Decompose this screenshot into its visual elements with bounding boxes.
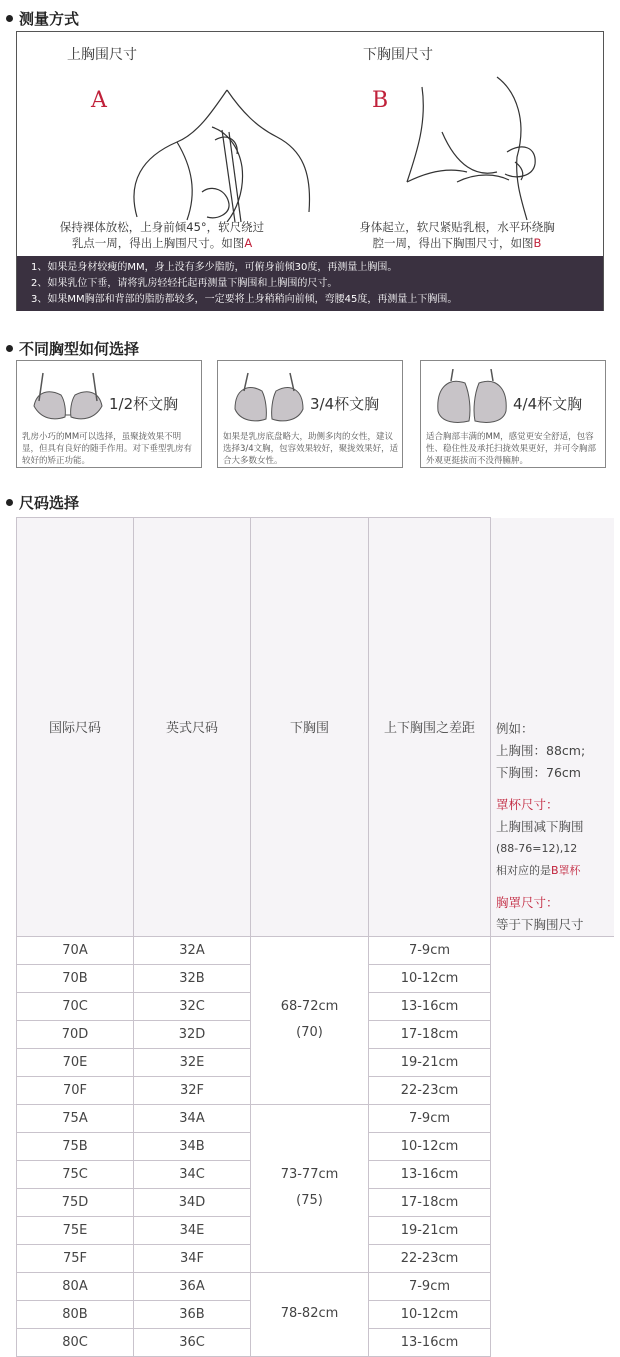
cell-intl-size: 80C [17,1328,134,1356]
panel-b-caption-line [347,235,567,251]
under-bust-illustration-icon [397,72,567,222]
header-underbust: 下胸围 [251,518,369,937]
cell-intl-size: 75A [17,1104,134,1132]
note-item: 2、如果乳位下垂，请将乳房轻轻托起再测量下胸围和上胸围的尺寸。 [31,278,338,289]
example-note-cell [491,518,615,937]
panel-a-letter: A [91,88,107,113]
cup-label: 4/4杯文胸 [513,395,583,413]
bullet-icon [6,15,13,22]
note-lower: 下胸围：76cm [496,764,581,780]
panel-a-title: 上胸围尺寸 [67,47,137,63]
cell-intl-size: 70E [17,1048,134,1076]
note-cup-line [496,860,614,882]
cell-diff: 13-16cm [369,1328,491,1356]
cell-uk-size: 32F [134,1076,251,1104]
section-title-text: 尺码选择 [19,494,80,512]
header-intl: 国际尺码 [17,518,134,937]
bullet-icon [6,499,13,506]
table-row [17,1272,615,1300]
cell-diff: 10-12cm [369,964,491,992]
note-cup-highlight: B罩杯 [551,863,581,877]
upper-bust-illustration-icon [117,72,317,222]
measure-box [16,31,604,311]
cup-label: 3/4杯文胸 [310,395,380,413]
note-cup-title: 罩杯尺寸： [496,796,559,812]
header-uk: 英式尺码 [134,518,251,937]
cell-uk-size: 34C [134,1160,251,1188]
section-title-size [6,492,79,513]
section-title-choose [6,338,139,359]
cell-uk-size: 34A [134,1104,251,1132]
cup-card-full [420,360,606,468]
cell-uk-size: 32A [134,936,251,964]
note-item: 1、如果是身材较瘦的MM，身上没有多少脂肪，可俯身前倾30度，再测量上胸围。 [31,262,398,273]
note-cup-text: 相对应的是 [496,863,551,877]
cell-intl-size: 75F [17,1244,134,1272]
cell-uk-size: 32B [134,964,251,992]
panel-a-caption [47,219,277,251]
underbust-center-text: (70) [296,1025,323,1040]
cup-label: 1/2杯文胸 [109,395,179,413]
cup-card-half [16,360,202,468]
panel-b-caption-line: 身体起立，软尺紧贴乳根，水平环绕胸 [359,220,555,234]
cup-desc: 适合胸部丰满的MM，感觉更安全舒适，包容性、稳住性及承托扫拢效果更好，并可令胸部外观更挺拔而不没得臃肿。 [426,432,597,466]
section-title-text: 不同胸型如何选择 [19,340,140,358]
cell-intl-size: 70F [17,1076,134,1104]
section-title-measure [6,8,79,29]
cell-intl-size: 75C [17,1160,134,1188]
panel-a-caption-text: 乳点一周，得出上胸围尺寸。如图 [71,236,245,250]
underbust-range-text: 73-77cm [280,1167,339,1182]
panel-b-caption [347,219,567,251]
underbust-range-text: 68-72cm [280,999,339,1014]
size-table [16,517,614,1357]
cell-diff: 13-16cm [369,1160,491,1188]
panel-b-caption-ref: B [533,236,542,250]
cup-card-three-quarter [217,360,403,468]
note-cup-line: (88-76=12),12 [496,841,578,855]
cell-diff: 19-21cm [369,1216,491,1244]
cell-intl-size: 70D [17,1020,134,1048]
cell-uk-size: 34B [134,1132,251,1160]
table-row [17,1104,615,1132]
table-header-row [17,518,615,937]
cell-intl-size: 70C [17,992,134,1020]
cell-diff: 10-12cm [369,1300,491,1328]
cell-uk-size: 36B [134,1300,251,1328]
cell-intl-size: 75B [17,1132,134,1160]
cell-diff: 17-18cm [369,1020,491,1048]
panel-a-caption-ref: A [244,236,253,250]
cell-uk-size: 34D [134,1188,251,1216]
cell-diff: 13-16cm [369,992,491,1020]
cell-underbust-range [251,1272,369,1356]
panel-a-caption-line [47,235,277,251]
cell-uk-size: 36C [134,1328,251,1356]
panel-b-caption-text: 腔一周，得出下胸围尺寸，如图 [372,236,534,250]
cell-diff: 19-21cm [369,1048,491,1076]
note-cup-line: 上胸围减下胸围 [496,818,584,834]
cell-underbust-range [251,936,369,1104]
measure-notes [17,256,603,311]
cell-diff: 7-9cm [369,936,491,964]
cell-intl-size: 75D [17,1188,134,1216]
cell-diff: 7-9cm [369,1272,491,1300]
cell-diff: 10-12cm [369,1132,491,1160]
panel-b-letter: B [372,88,389,113]
cell-uk-size: 32C [134,992,251,1020]
cell-intl-size: 70B [17,964,134,992]
panel-b-title: 下胸围尺寸 [363,47,433,63]
cup-desc: 如果是乳房底盘略大，助侧多肉的女性，建议选择3/4文胸，包容效果较好，聚拢效果好，适合大多数女性。 [223,432,399,466]
cell-uk-size: 34F [134,1244,251,1272]
cell-uk-size: 36A [134,1272,251,1300]
bullet-icon [6,345,13,352]
note-example: 例如： [496,720,534,736]
cell-diff: 22-23cm [369,1244,491,1272]
cell-intl-size: 80A [17,1272,134,1300]
header-diff: 上下胸围之差距 [369,518,491,937]
underbust-range-text: 78-82cm [280,1306,339,1321]
cell-uk-size: 32E [134,1048,251,1076]
cell-diff: 22-23cm [369,1076,491,1104]
cell-uk-size: 32D [134,1020,251,1048]
cup-desc: 乳房小巧的MM可以选择，虽聚拢效果不明显，但具有良好的随手作用。对下垂型乳房有较好的矫正功能。 [22,432,193,466]
section-title-text: 测量方式 [19,10,80,28]
cell-intl-size: 70A [17,936,134,964]
panel-a-caption-line: 保持裸体放松，上身前倾45°，软尺绕过 [59,220,265,234]
underbust-center-text: (75) [296,1193,323,1208]
cell-intl-size: 80B [17,1300,134,1328]
half-cup-bra-icon [29,371,107,423]
note-band-line: 等于下胸围尺寸 [496,916,584,932]
cell-intl-size: 75E [17,1216,134,1244]
cell-uk-size: 34E [134,1216,251,1244]
cell-diff: 7-9cm [369,1104,491,1132]
note-band-title: 胸罩尺寸： [496,894,559,910]
cell-diff: 17-18cm [369,1188,491,1216]
three-quarter-cup-bra-icon [230,371,308,423]
note-upper: 上胸围：88cm; [496,742,586,758]
cell-underbust-range [251,1104,369,1272]
full-cup-bra-icon [433,369,511,425]
note-item: 3、如果MM胸部和背部的脂肪都较多，一定要将上身稍稍向前倾，弯腰45度，再测量上下胸围。 [31,294,458,305]
